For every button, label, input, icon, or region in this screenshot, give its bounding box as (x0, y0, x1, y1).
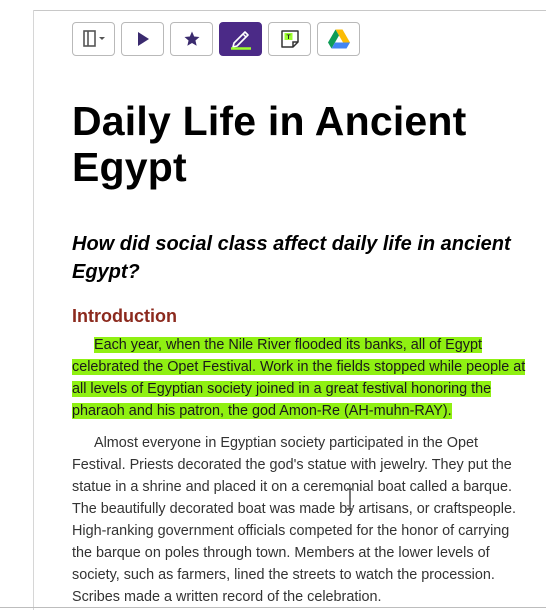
section-heading: Introduction (72, 306, 177, 326)
google-drive-icon (327, 28, 351, 50)
note-letter: T (286, 34, 290, 41)
frame-top-border (33, 10, 546, 11)
favorite-button[interactable] (170, 22, 213, 56)
page-title: Daily Life in Ancient Egypt (72, 98, 467, 190)
frame-left-border (33, 10, 34, 610)
reader-toolbar (72, 22, 360, 56)
star-icon (183, 30, 201, 48)
paragraph-highlighted[interactable] (72, 334, 528, 422)
play-audio-button[interactable] (121, 22, 164, 56)
essential-question: How did social class affect daily life in ancient Egypt? (72, 233, 511, 283)
highlighter-button[interactable] (219, 22, 262, 56)
paragraph-body[interactable]: Almost everyone in Egyptian society participated in the Opet Festival. Priests decorated the god's statue with jewelry. They put the statue in a shrine and placed it on a ceremonial boat called a barque. The beautifully decorated boat was made by artisans, or craftspeople. High-ranking government officials competed for the honor of carrying the barque on poles through town. Members at the lower levels of society, such as farmers, lined the streets to watch the procession. Scribes made a written record of the celebration. (72, 435, 516, 605)
text-cursor-icon (345, 488, 355, 510)
note-icon (279, 28, 301, 50)
highlighted-text[interactable]: Each year, when the Nile River flooded its banks, all of Egypt celebrated the Opet Festival. Work in the fields stopped while people at all levels of Egyptian society joined in a great festival honoring the pharaoh and his patron, the god Amon-Re (AH-muhn-RAY). (72, 337, 526, 419)
notebook-dropdown-icon (81, 29, 107, 49)
play-icon (136, 31, 150, 47)
sticky-note-button[interactable] (268, 22, 311, 56)
notebook-menu-button[interactable] (72, 22, 115, 56)
google-drive-button[interactable] (317, 22, 360, 56)
highlighter-pen-icon (228, 28, 254, 50)
reading-content (72, 98, 528, 608)
frame-bottom-border (0, 607, 546, 608)
